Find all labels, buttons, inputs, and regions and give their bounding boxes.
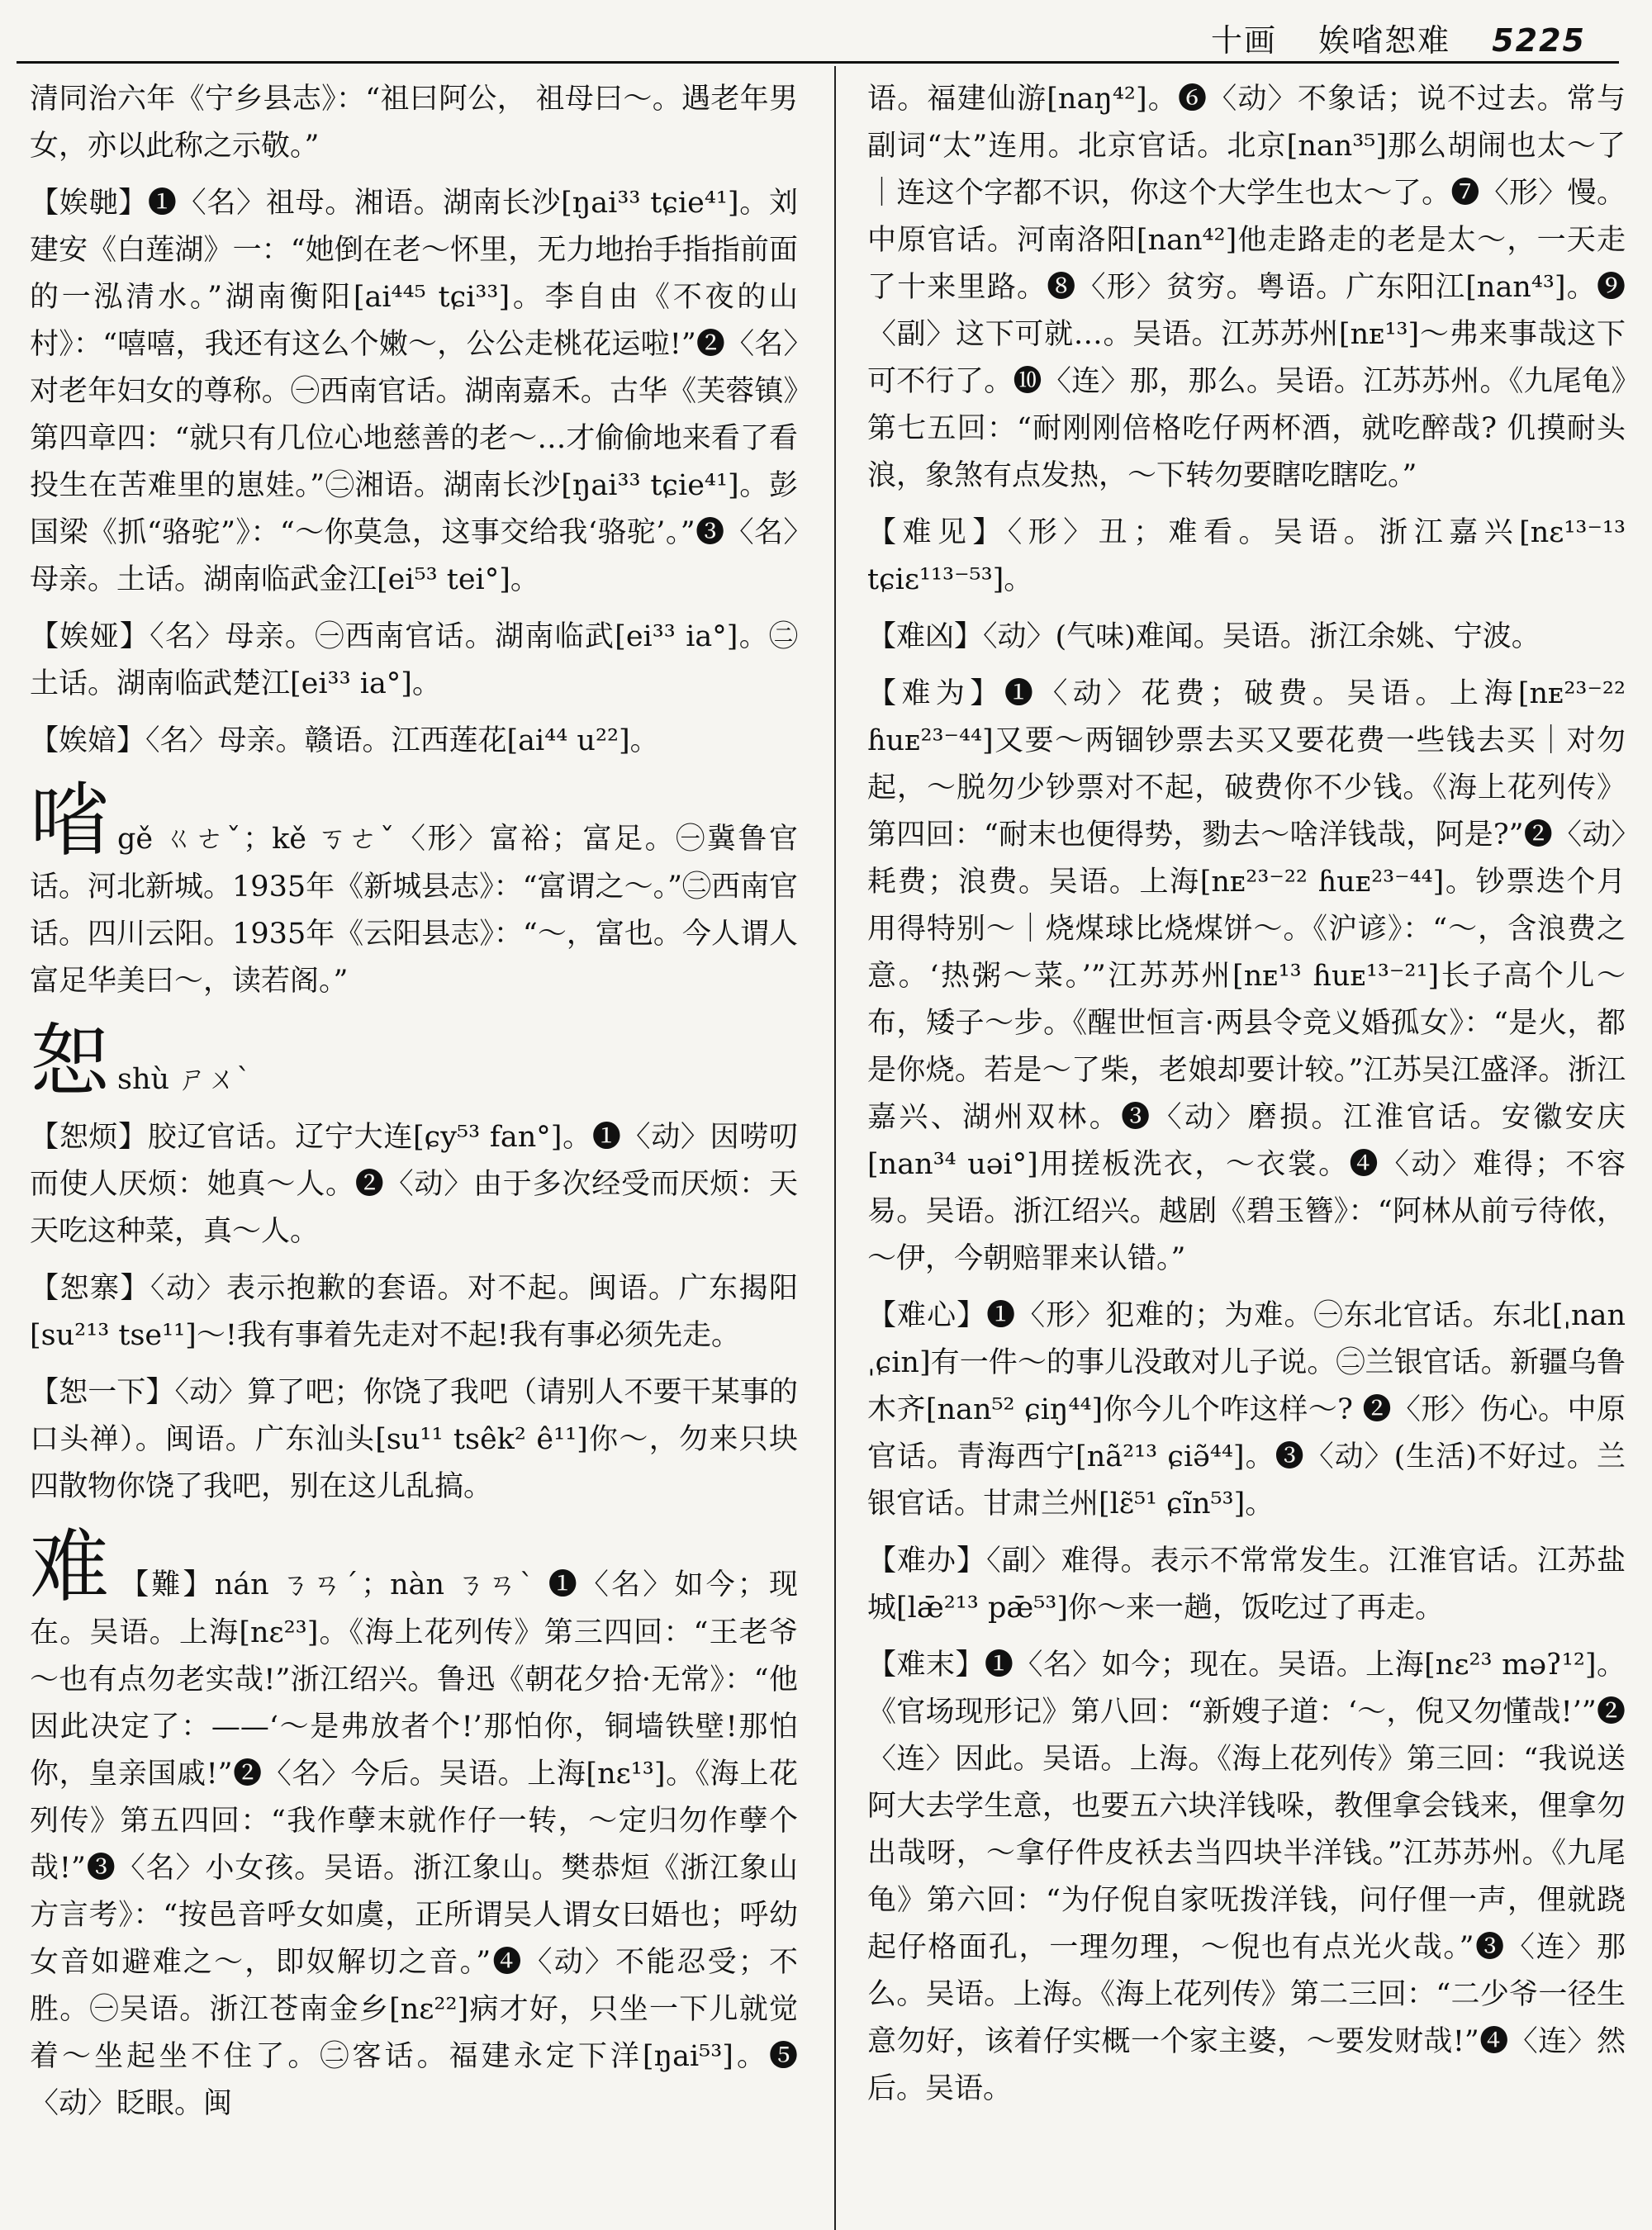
- headword-entry: [30, 1015, 798, 1108]
- headword-char: 恕: [30, 1015, 109, 1108]
- left-column: [30, 76, 798, 2215]
- entry-text: shù ㄕㄨˋ: [117, 1063, 251, 1096]
- entry-text: 【難】nán ㄋㄢˊ；nàn ㄋㄢˋ ❶〈名〉如今；现在。吴语。上海[nɛ²³]。《海上花列传》第三四回：“王老爷～也有点勿老实哉!”浙江绍兴。鲁迅《朝花夕拾·无常》：“他因此决定了：——‘～是弗放者个!’那怕你，铜墙铁壁!那怕你，皇亲国戚!”❷〈名〉今后。吴语。上海[nɛ¹³]。《海上花列传》第五四回：“我作孽末就作仔一转，～定归勿作孽个哉!”❸〈名〉小女孩。吴语。浙江象山。樊恭烜《浙江象山方言考》：“按邑音呼女如虞，正所谓吴人谓女曰娪也；呼幼女音如避难之～，即奴解切之音。”❹〈动〉不能忍受；不胜。㊀吴语。浙江苍南金乡[nɛ²²]病才好，只坐一下儿就觉着～坐起坐不住了。㊁客话。福建永定下洋[ŋai⁵³]。❺〈动〉眨眼。闽: [30, 1568, 798, 2120]
- header-title: 娭㗂恕难: [1318, 22, 1451, 59]
- headword-entry: [30, 775, 798, 1005]
- headword-char: 难: [30, 1521, 109, 1613]
- entry-text: 【恕烦】胶辽官话。辽宁大连[ɕy⁵³ fan°]。❶〈动〉因唠叨而使人厌烦：她真～人。❷〈动〉由于多次经受而厌烦：天天吃这种菜，真～人。: [30, 1121, 798, 1248]
- entry-text: 【难末】❶〈名〉如今；现在。吴语。上海[nɛ²³ məʔ¹²]。《官场现形记》第八回：“新嫂子道：‘～，倪又勿懂哉!’”❷〈连〉因此。吴语。上海。《海上花列传》第三回：“我说送阿大去学生意，也要五六块洋钱哚，教俚拿会钱来，俚拿勿出哉呀，～拿仔件皮袄去当四块半洋钱。”江苏苏州。《九尾龟》第六回：“为仔倪自家呒拨洋钱，问仔俚一声，俚就跷起仔格面孔，一理勿理，～倪也有点光火哉。”❸〈连〉那么。吴语。上海。《海上花列传》第二三回：“二少爷一径生意勿好，该着仔实概一个家主婆，～要发财哉!”❹〈连〉然后。吴语。: [867, 1649, 1626, 2105]
- entry-text: 【娭娅】〈名〉母亲。㊀西南官话。湖南临武[ei³³ ia°]。㊁土话。湖南临武楚江[ei³³ ia°]。: [30, 620, 798, 700]
- dictionary-entry: [867, 614, 1626, 661]
- dictionary-entry: [867, 1538, 1626, 1632]
- entry-text: 【难心】❶〈形〉犯难的；为难。㊀东北官话。东北[ˌnan ˌɕin]有一件～的事儿没敢对儿子说。㊁兰银官话。新疆乌鲁木齐[nan⁵² ɕiŋ⁴⁴]你今儿个咋这样～? ❷〈形〉伤心。中原官话。青海西宁[nã²¹³ ɕiə̃⁴⁴]。❸〈动〉(生活)不好过。兰银官话。甘肃兰州[lɛ̃⁵¹ ɕĩn⁵³]。: [867, 1299, 1626, 1521]
- dictionary-entry: [867, 671, 1626, 1283]
- entry-text: 【难办】〈副〉难得。表示不常常发生。江淮官话。江苏盐城[lǣ²¹³ pǣ⁵³]你～来一趟，饭吃过了再走。: [867, 1544, 1626, 1625]
- running-head: [1211, 15, 1586, 60]
- entry-text: 清同治六年《宁乡县志》：“祖曰阿公， 祖母曰～。遇老年男女，亦以此称之示敬。”: [30, 83, 798, 163]
- entry-text: 【恕一下】〈动〉算了吧；你饶了我吧（请别人不要干某事的口头禅）。闽语。广东汕头[su¹¹ tsêk² ê¹¹]你～，勿来只块四散物你饶了我吧，别在这儿乱搞。: [30, 1376, 798, 1503]
- column-divider: [834, 66, 836, 2230]
- entry-text: 【娭㛺】〈名〉母亲。赣语。江西莲花[ai⁴⁴ u²²]。: [30, 724, 659, 757]
- dictionary-entry: [30, 76, 798, 170]
- headword-entry: [30, 1521, 798, 2128]
- entry-text: 语。福建仙游[naŋ⁴²]。❻〈动〉不象话；说不过去。常与副词“太”连用。北京官话。北京[nan³⁵]那么胡闹也太～了｜连这个字都不识，你这个大学生也太～了。❼〈形〉慢。中原官话。河南洛阳[nan⁴²]他走路走的老是太～，一天走了十来里路。❽〈形〉贫穷。粤语。广东阳江[nan⁴³]。❾〈副〉这下可就…。吴语。江苏苏州[nᴇ¹³]～弗来事哉这下可不行了。❿〈连〉那，那么。吴语。江苏苏州。《九尾龟》第七五回：“耐刚刚倍格吃仔两杯酒，就吃醉哉? 仉摸耐头浪，象煞有点发热，～下转勿要瞎吃瞎吃。”: [867, 83, 1626, 492]
- dictionary-entry: [30, 180, 798, 604]
- entry-text: 【难凶】〈动〉(气味)难闻。吴语。浙江余姚、宁波。: [867, 620, 1540, 653]
- entry-text: gě ㄍㄜˇ；kě ㄎㄜˇ〈形〉富裕；富足。㊀冀鲁官话。河北新城。1935年《新城县志》：“富谓之～。”㊁西南官话。四川云阳。1935年《云阳县志》：“～，富也。今人谓人富足华美曰～，读若阁。”: [30, 823, 798, 998]
- entry-text: 【难为】❶〈动〉花费；破费。吴语。上海[nᴇ²³⁻²² ɦuᴇ²³⁻⁴⁴]又要～两锢钞票去买又要花费一些钱去买｜对勿起，～脱勿少钞票对不起，破费你不少钱。《海上花列传》第四回：“耐末也便得势，勠去～啥洋钱哉，阿是?”❷〈动〉耗费；浪费。吴语。上海[nᴇ²³⁻²² ɦuᴇ²³⁻⁴⁴]。钞票迭个月用得特别～｜烧煤球比烧煤饼～。《沪谚》：“～，含浪费之意。‘热粥～菜。’”江苏苏州[nᴇ¹³ ɦuᴇ¹³⁻²¹]长子高个儿～布，矮子～步。《醒世恒言·两县令竞义婚孤女》：“是火，都是你烧。若是～了柴，老娘却要计较。”江苏吴江盛泽。浙江嘉兴、湖州双林。❸〈动〉磨损。江淮官话。安徽安庆[nan³⁴ uəi°]用搓板洗衣，～衣裳。❹〈动〉难得；不容易。吴语。浙江绍兴。越剧《碧玉簪》：“阿林从前亏待侬，～伊，今朝赔罪来认错。”: [867, 677, 1626, 1275]
- header-rule: [17, 61, 1619, 64]
- headword-char: 㗂: [30, 775, 109, 867]
- section-label: 十画: [1211, 22, 1278, 59]
- dictionary-entry: [867, 1293, 1626, 1528]
- dictionary-entry: [30, 614, 798, 708]
- dictionary-entry: [867, 1642, 1626, 2113]
- page-header: [0, 0, 1652, 66]
- entry-text: 【恕寨】〈动〉表示抱歉的套语。对不起。闽语。广东揭阳[su²¹³ tse¹¹]～!我有事着先走对不起!我有事必须先走。: [30, 1272, 798, 1352]
- dictionary-entry: [30, 1369, 798, 1511]
- entry-text: 【娭毑】❶〈名〉祖母。湘语。湖南长沙[ŋai³³ tɕie⁴¹]。刘建安《白莲湖》一：“她倒在老～怀里，无力地抬手指指前面的一泓清水。”湖南衡阳[ai⁴⁴⁵ tɕi³³]。李自由《不夜的山村》：“嘻嘻，我还有这么个嫩～，公公走桃花运啦!”❷〈名〉对老年妇女的尊称。㊀西南官话。湖南嘉禾。古华《芙蓉镇》第四章四：“就只有几位心地慈善的老～…才偷偷地来看了看投生在苦难里的崽娃。”㊁湘语。湖南长沙[ŋai³³ tɕie⁴¹]。彭国梁《抓“骆驼”》：“～你莫急，这事交给我‘骆驼’。”❸〈名〉母亲。土话。湖南临武金江[ei⁵³ tei°]。: [30, 187, 798, 596]
- entry-text: 【难见】〈形〉丑；难看。吴语。浙江嘉兴[nɛ¹³⁻¹³ tɕiɛ¹¹³⁻⁵³]。: [867, 516, 1626, 596]
- dictionary-entry: [30, 1265, 798, 1359]
- right-column: [867, 76, 1626, 2215]
- dictionary-entry: [30, 1114, 798, 1255]
- dictionary-entry: [867, 510, 1626, 604]
- page-number: 5225: [1492, 22, 1586, 59]
- dictionary-entry: [867, 76, 1626, 500]
- dictionary-entry: [30, 718, 798, 765]
